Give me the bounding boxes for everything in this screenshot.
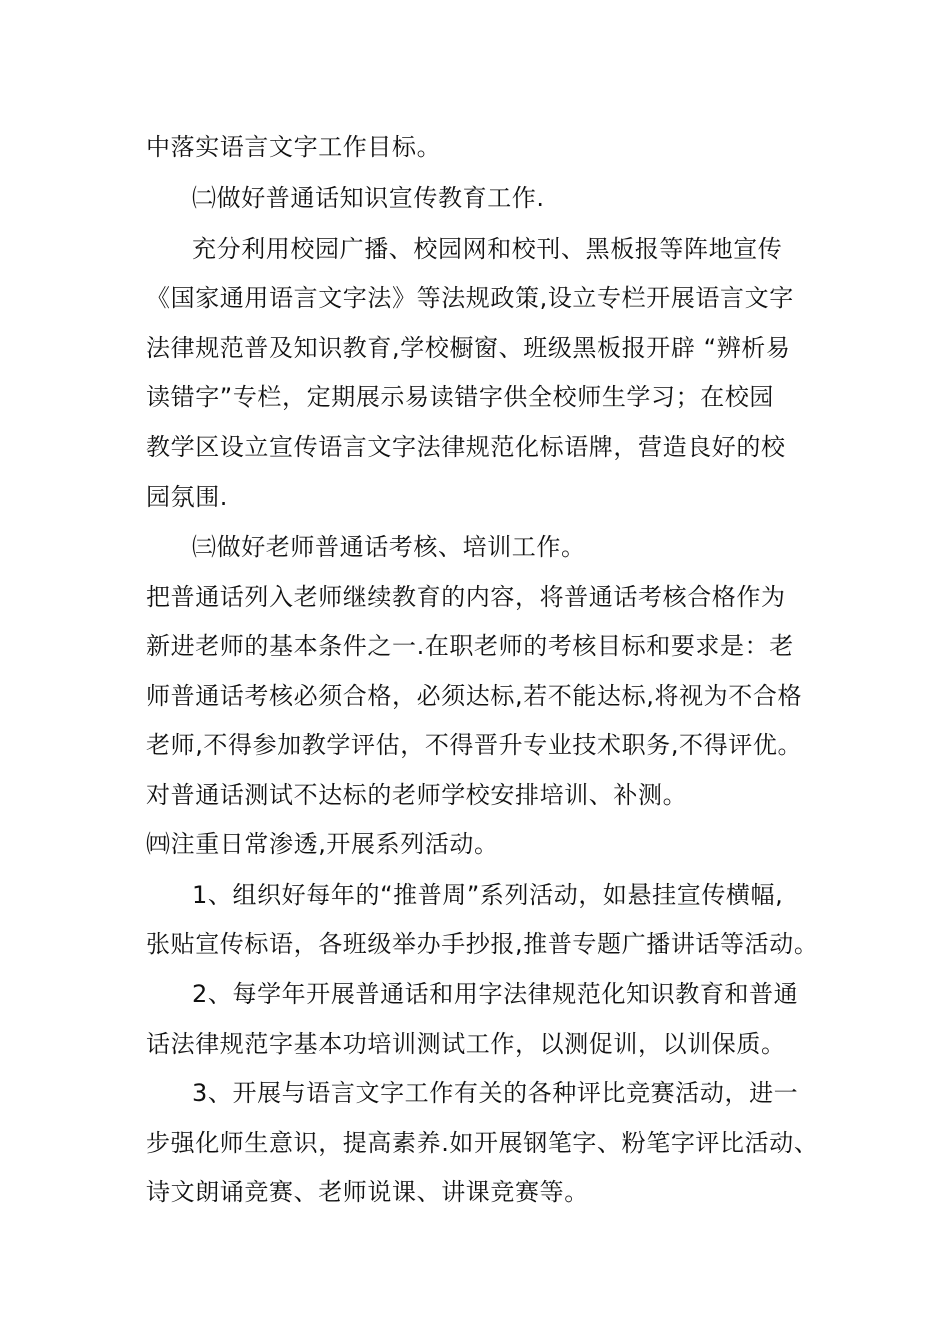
text-line: 教学区设立宣传语言文字法律规范化标语牌，营造良好的校 [146,433,786,461]
text-line: 诗文朗诵竞赛、老师说课、讲课竞赛等。 [146,1178,589,1206]
text-line: 师普通话考核必须合格，必须达标,若不能达标,将视为不合格 [146,682,803,710]
text-line: 新进老师的基本条件之一.在职老师的考核目标和要求是：老 [146,632,794,660]
text-line: 话法律规范字基本功培训测试工作，以测促训，以训保质。 [146,1030,786,1058]
text-line: 对普通话测试不达标的老师学校安排培训、补测。 [146,781,688,809]
section-heading: ㈡做好普通话知识宣传教育工作. [192,184,545,212]
text-line: 1、组织好每年的“推普周”系列活动，如悬挂宣传横幅, [192,881,784,909]
text-line: 充分利用校园广播、校园网和校刊、黑板报等阵地宣传 [192,235,783,263]
text-line: 2、每学年开展普通话和用字法律规范化知识教育和普通 [192,980,799,1008]
text-line: 老师,不得参加教学评估，不得晋升专业技术职务,不得评优。 [146,731,803,759]
text-line: 张贴宣传标语，各班级举办手抄报,推普专题广播讲话等活动。 [146,930,819,958]
text-line: 把普通话列入老师继续教育的内容，将普通话考核合格作为 [146,583,786,611]
section-heading: ㈣注重日常渗透,开展系列活动。 [146,830,499,858]
text-line: 3、开展与语言文字工作有关的各种评比竞赛活动，进一 [192,1079,799,1107]
text-line: 步强化师生意识，提高素养.如开展钢笔字、粉笔字评比活动、 [146,1129,819,1157]
text-line: 中落实语言文字工作目标。 [146,133,442,161]
text-line: 园氛围. [146,483,229,511]
text-line: 法律规范普及知识教育,学校橱窗、班级黑板报开辟 “辨析易 [146,334,791,362]
text-line: 读错字”专栏，定期展示易读错字供全校师生学习；在校园 [146,383,775,411]
section-heading: ㈢做好老师普通话考核、培训工作。 [192,533,586,561]
text-line: 《国家通用语言文字法》等法规政策,设立专栏开展语言文字 [146,284,794,312]
